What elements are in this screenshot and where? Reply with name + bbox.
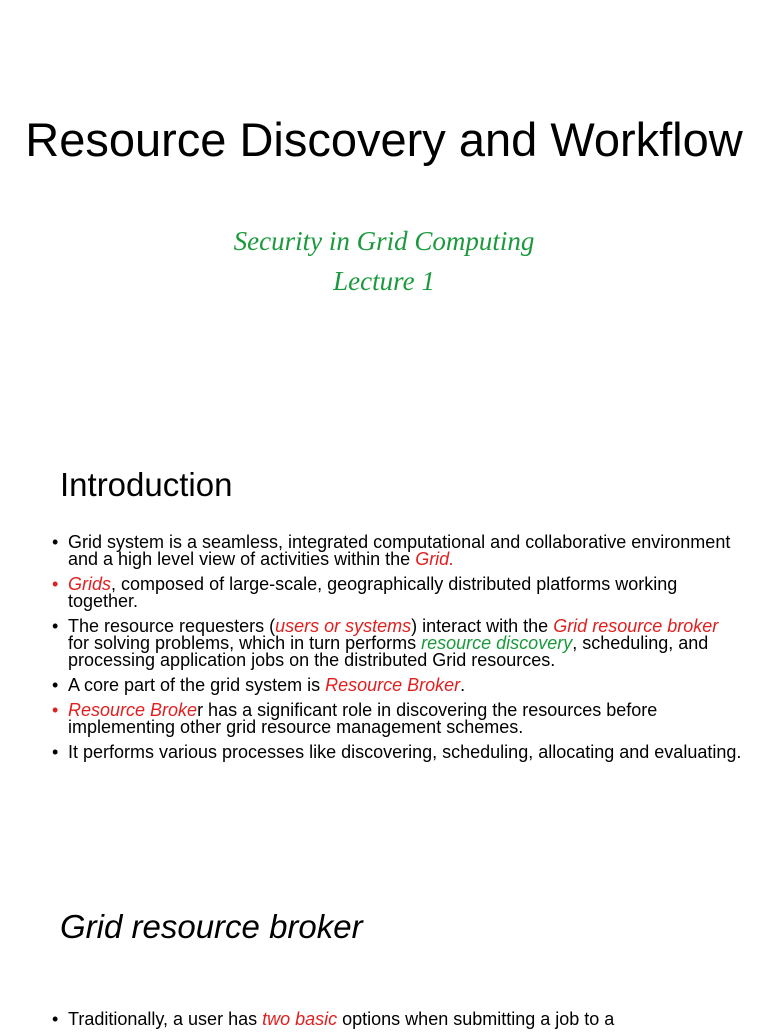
bullet-item [52,677,742,694]
bullet-highlight: Resource Broke [68,700,198,720]
bullet-icon: • [52,742,59,762]
bullet-text: for solving problems, which in turn performs [68,633,422,653]
subtitle-lecture: Lecture 1 [333,266,435,296]
bullet-item [52,618,742,669]
bullet-highlight: Grids [68,574,112,594]
bullet-item [52,702,742,736]
slide-title: Resource Discovery and Workflow [25,113,743,166]
bullet-icon: • [52,675,59,695]
bullet-highlight: Grid. [415,549,455,569]
bullet-highlight-green: resource discovery [421,633,573,653]
subtitle-course: Security in Grid Computing [233,226,535,256]
bullet-item [52,1011,742,1028]
bullet-text: Traditionally, a user has [68,1009,263,1029]
bullet-text: r has a significant role in discovering the resources before implementing other grid resource management schemes. [68,700,658,737]
bullet-text: A core part of the grid system is [68,675,326,695]
bullet-icon: • [52,532,59,552]
bullet-text: . [460,675,466,695]
bullet-icon: • [52,700,59,720]
introduction-bullet-list [52,534,742,769]
bullet-text: It performs various processes like discovering, scheduling, allocating and evaluating. [68,742,742,762]
bullet-text: options when submitting a job to a [337,1009,615,1029]
bullet-item [52,576,742,610]
bullet-item [52,534,742,568]
bullet-highlight: Grid resource broker [553,616,719,636]
bullet-icon: • [52,1009,59,1029]
bullet-text: The resource requesters ( [68,616,276,636]
bullet-item [52,744,742,761]
bullet-text: , scheduling, and processing application jobs on the distributed Grid resources. [68,633,709,670]
bullet-text: Grid system is a seamless, integrated computational and collaborative environment and a high level view of activities within the [68,532,731,569]
bullet-highlight: two basic [262,1009,338,1029]
bullet-text: , composed of large-scale, geographically distributed platforms working together. [68,574,678,611]
grid-resource-broker-heading: Grid resource broker [60,908,363,945]
bullet-icon: • [52,574,59,594]
introduction-heading: Introduction [60,466,233,503]
bullet-highlight: Resource Broker [325,675,461,695]
bullet-icon: • [52,616,59,636]
bullet-text: ) interact with the [411,616,554,636]
bullet-highlight: users or systems [275,616,412,636]
